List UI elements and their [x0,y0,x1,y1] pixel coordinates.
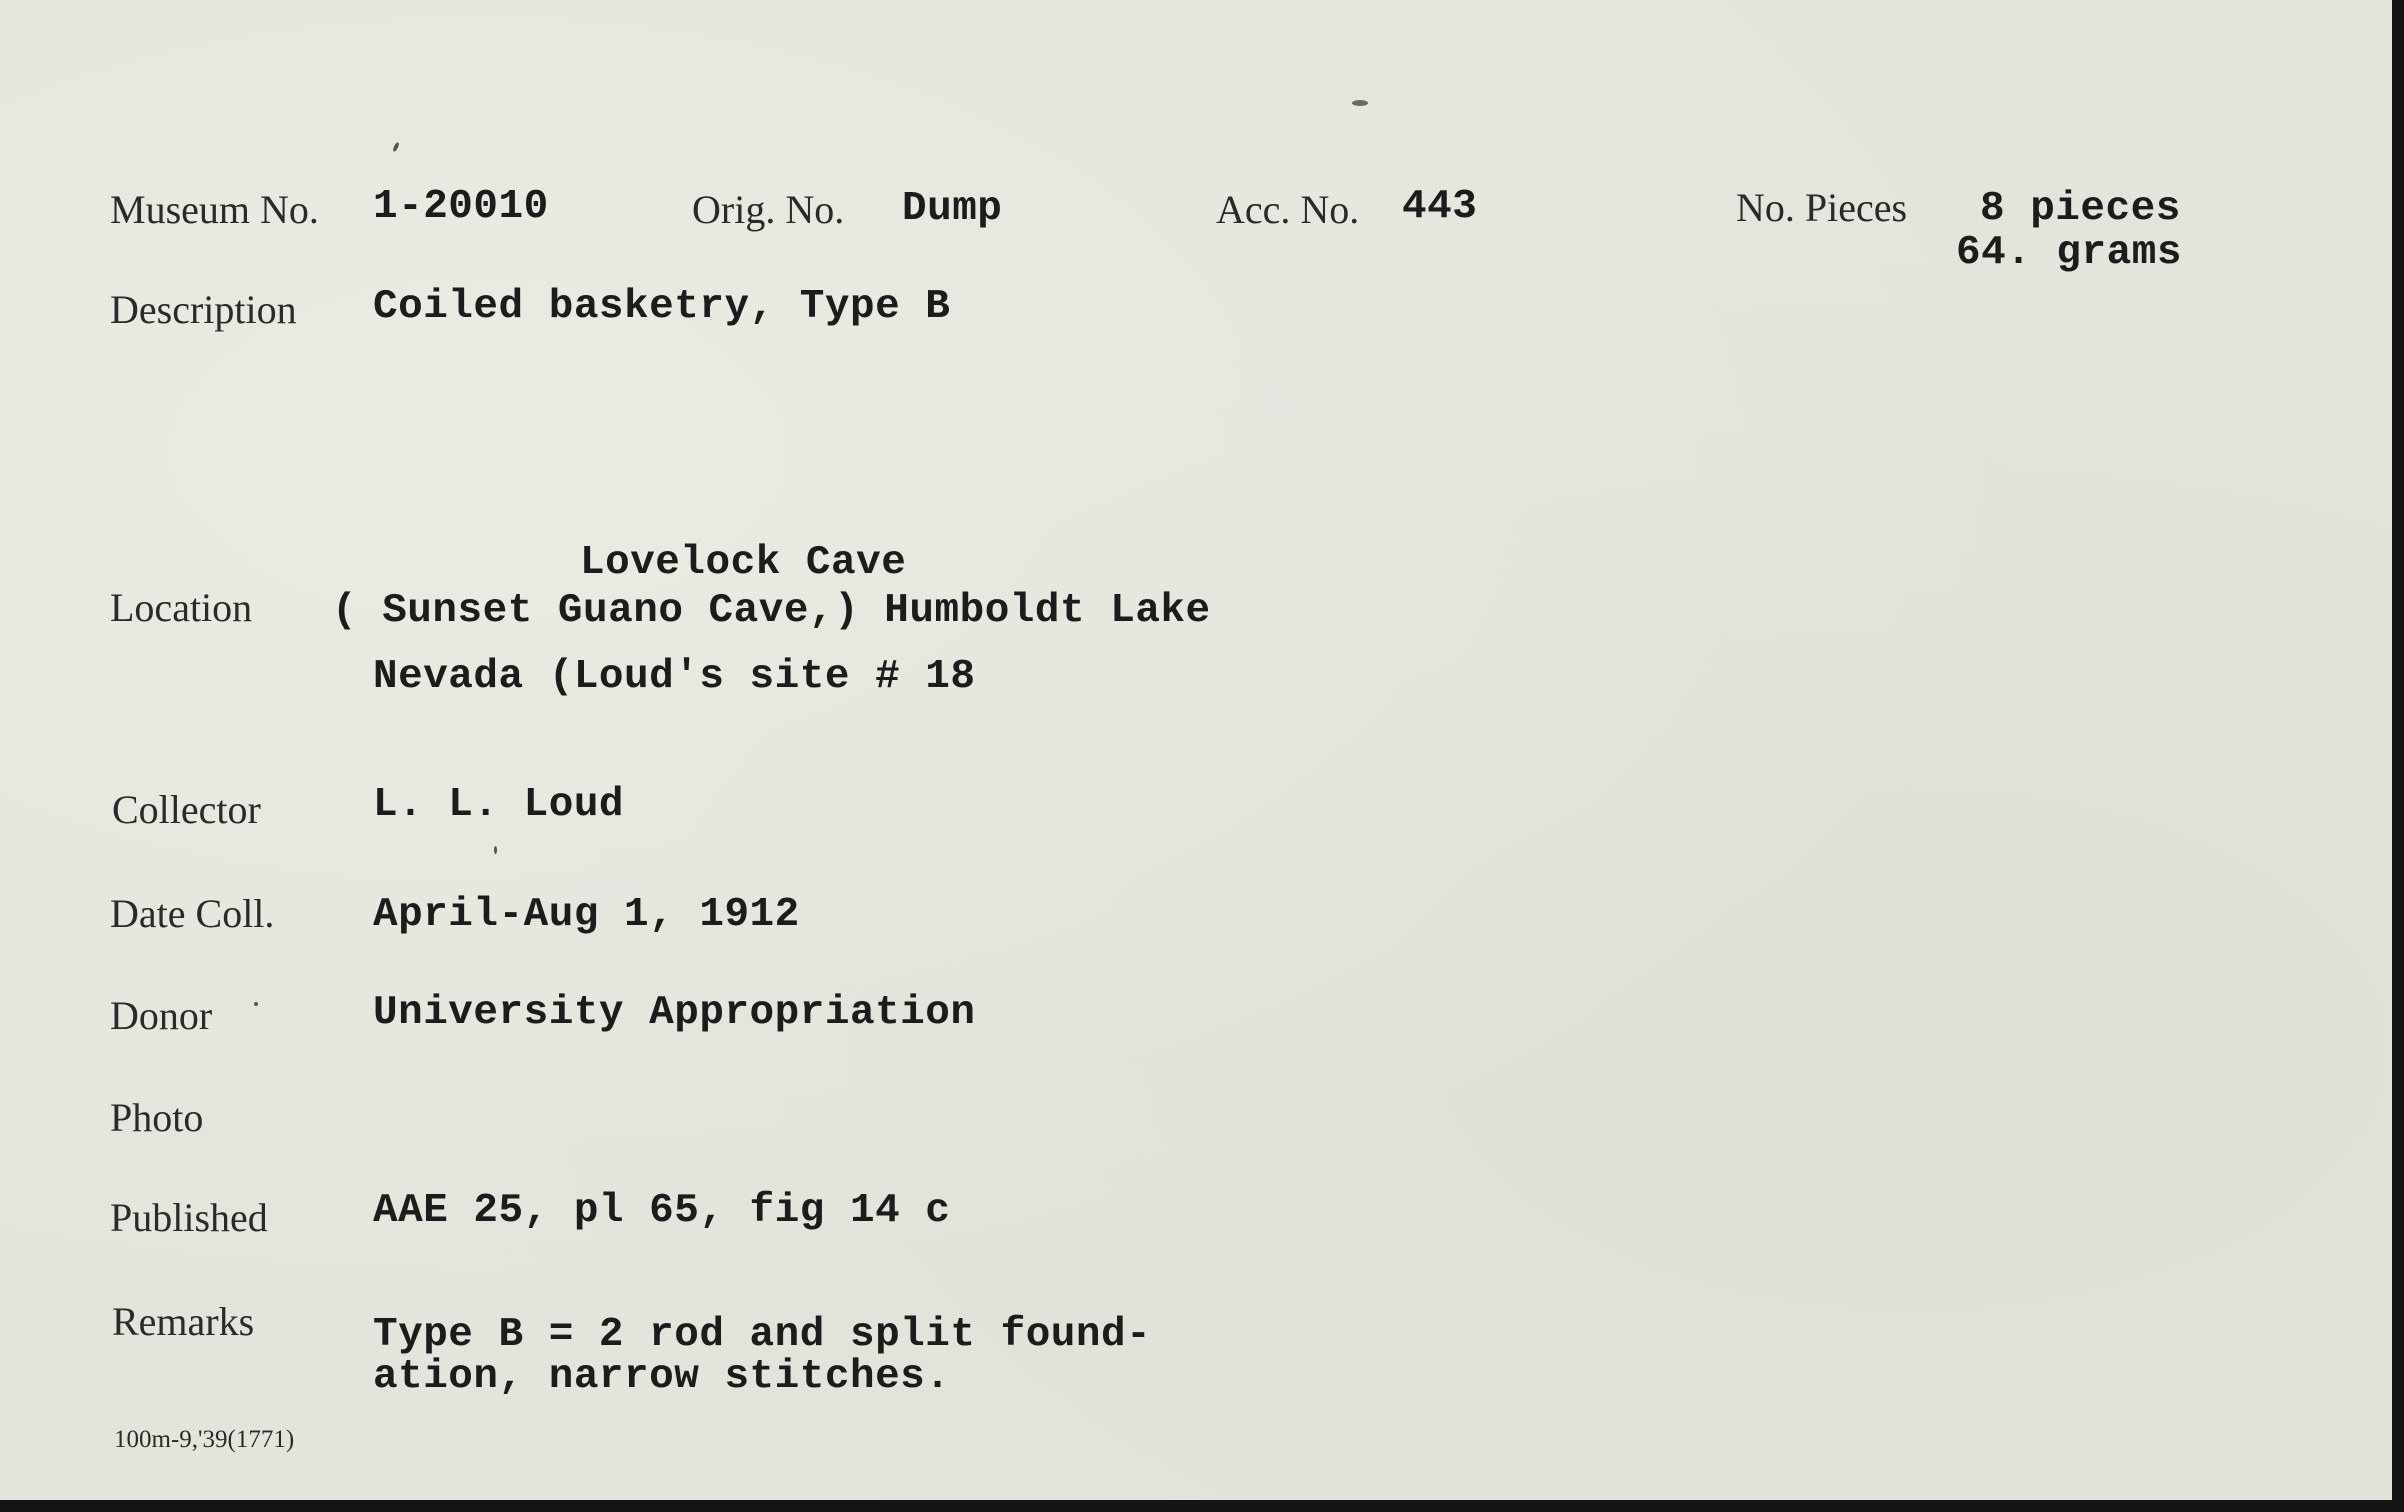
location-label: Location [110,585,253,630]
collector-label: Collector [112,787,261,832]
card-mark [254,1002,258,1006]
location-line-1: Lovelock Cave [580,540,907,586]
location-line-3: Nevada (Loud's site # 18 [373,654,976,700]
museum-no-value: 1-20010 [373,184,549,230]
remarks-label: Remarks [112,1299,255,1344]
donor-value: University Appropriation [373,990,976,1036]
location-line-2: ( Sunset Guano Cave,) Humboldt Lake [332,588,1211,634]
date-coll-label: Date Coll. [110,891,275,936]
acc-no-value: 443 [1402,184,1478,230]
scan-edge-bottom [0,1500,2404,1512]
card-mark [494,846,497,854]
no-pieces-value-count: 8 pieces [1980,186,2181,232]
card-mark [1352,100,1368,106]
photo-label: Photo [110,1095,204,1140]
remarks-line-2: ation, narrow stitches. [373,1354,951,1400]
orig-no-label: Orig. No. [692,187,845,232]
card-mark [392,142,400,153]
no-pieces-value-weight: 64. grams [1956,230,2182,276]
no-pieces-label: No. Pieces [1736,185,1908,230]
published-value: AAE 25, pl 65, fig 14 c [373,1188,951,1234]
museum-no-label: Museum No. [110,187,319,232]
remarks-line-1: Type B = 2 rod and split found- [373,1312,1152,1358]
description-label: Description [110,287,297,332]
description-value: Coiled basketry, Type B [373,284,951,330]
print-code: 100m-9,'39(1771) [114,1426,295,1453]
scan-edge-right [2392,0,2404,1512]
published-label: Published [110,1195,268,1240]
collector-value: L. L. Loud [373,782,625,828]
acc-no-label: Acc. No. [1216,187,1360,232]
donor-label: Donor [110,993,213,1038]
orig-no-value: Dump [902,186,1003,232]
date-coll-value: April-Aug 1, 1912 [373,892,800,938]
